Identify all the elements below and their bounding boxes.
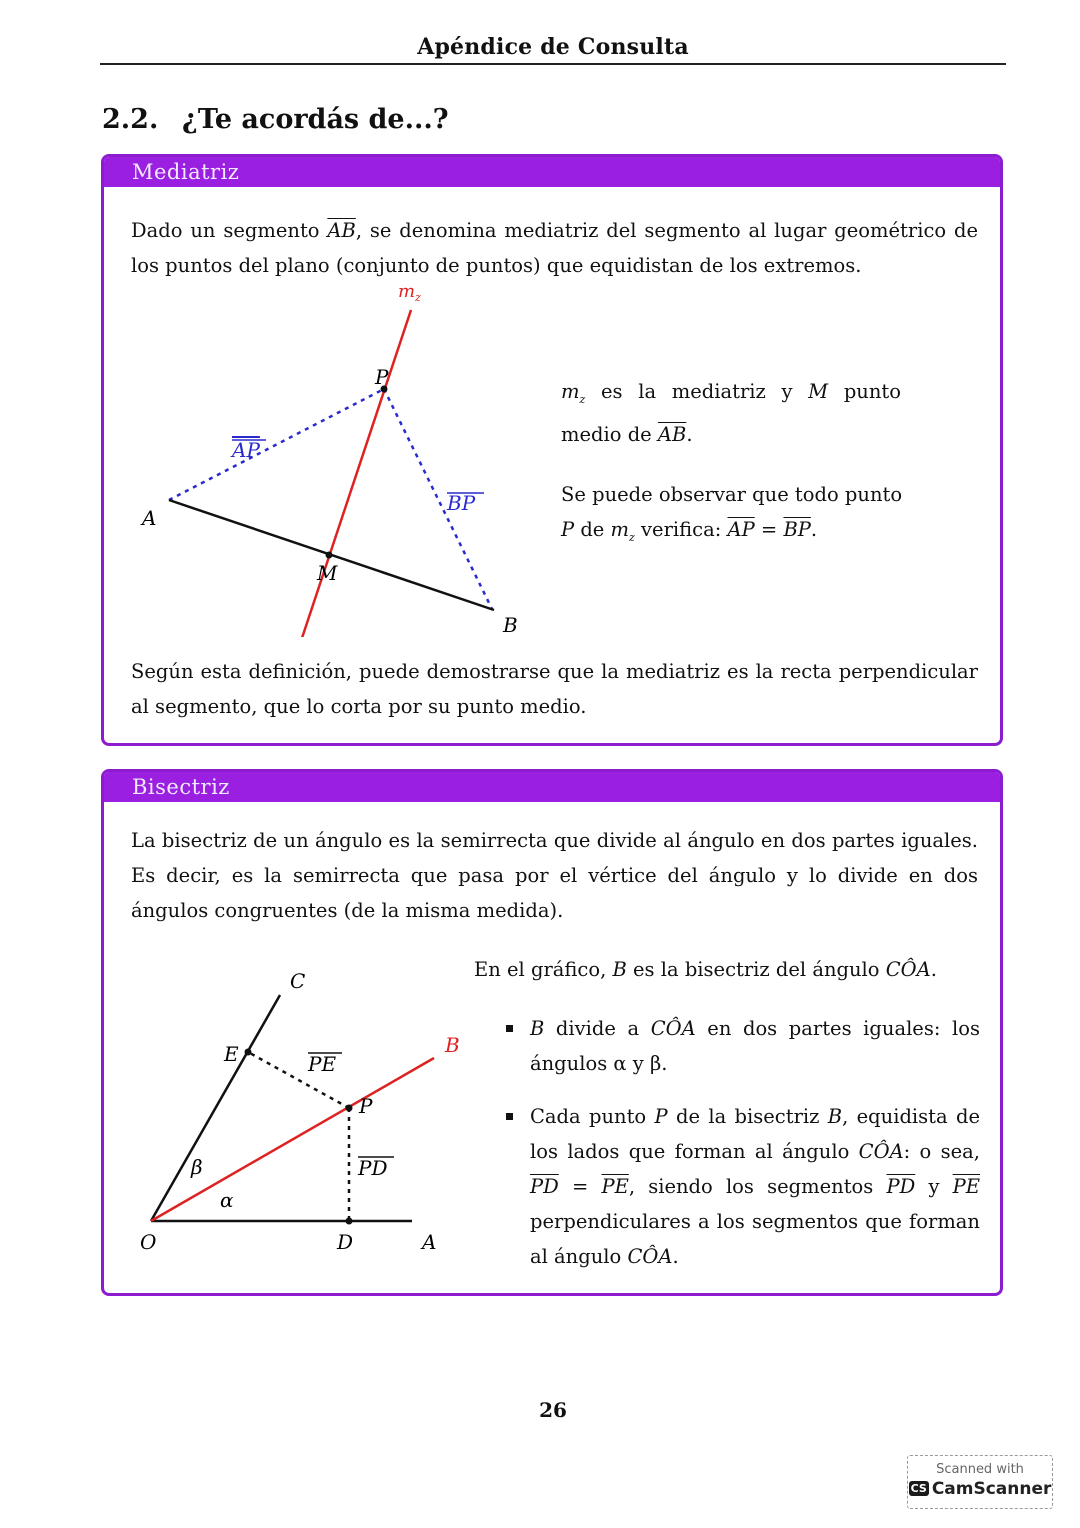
side1-text-b: punto medio de	[561, 380, 901, 446]
label-b2: B	[445, 1033, 460, 1057]
bisectriz-heading: Bisectriz	[104, 772, 1000, 802]
side1-text-a: es la mediatriz y	[585, 380, 809, 403]
label-beta: β	[191, 1155, 203, 1179]
label-p: P	[375, 365, 389, 389]
lead-text-c: es la bisectriz del ángulo	[626, 958, 886, 981]
b2-c: de la bisectriz	[667, 1105, 828, 1128]
bisectriz-figure	[124, 962, 494, 1262]
mediatriz-line	[302, 310, 411, 637]
label-e: E	[224, 1042, 239, 1066]
side2-text-a: Se puede observar que todo punto	[561, 483, 903, 506]
b2-o: perpendiculares a los segmentos que forman al ángulo	[530, 1210, 980, 1268]
label-pe: PE	[308, 1052, 337, 1076]
side2-ap: $\overline{AP}$	[727, 518, 755, 541]
point-e	[245, 1049, 252, 1056]
b2-angle2: CÔA	[627, 1245, 673, 1268]
bisectriz-intro: La bisectriz de un ángulo es la semirrecta que divide al ángulo en dos partes iguales. Es decir, es la semirrecta que pasa por el vértice del ángulo y lo divide en dos ángulos congruentes (de la misma medida).	[131, 829, 978, 922]
b2-pd1: $\overline{PD}$	[530, 1175, 559, 1198]
b2-pd2: $\overline{PD}$	[886, 1175, 916, 1198]
camscanner-logo-icon: CS	[910, 1482, 927, 1495]
camscanner-badge	[907, 1455, 1053, 1509]
label-d: D	[337, 1230, 354, 1254]
b2-p: P	[654, 1105, 668, 1128]
header-rule	[100, 63, 1006, 65]
bullet-item-1	[474, 1011, 980, 1081]
lead-b: B	[612, 958, 627, 981]
segment-ab: $\overline{AB}$	[327, 219, 356, 242]
scanner-caption: Scanned with	[936, 1462, 1024, 1477]
label-b: B	[503, 613, 518, 637]
mediatriz-closing: Según esta definición, puede demostrarse que la mediatriz es la recta perpendicular al segmento, que lo corta por su punto medio.	[131, 660, 978, 718]
side1-ab: $\overline{AB}$	[657, 422, 687, 446]
side2-dot: .	[810, 518, 818, 541]
b1-angle: CÔA	[650, 1017, 696, 1040]
lead-text-a: En el gráfico,	[474, 958, 613, 981]
label-o: O	[140, 1230, 157, 1254]
point-m	[326, 552, 333, 559]
b2-dot: .	[672, 1245, 679, 1268]
b2-a: Cada punto	[530, 1105, 655, 1128]
label-ap: AP	[232, 438, 260, 462]
b1-b: B	[530, 1017, 545, 1040]
mediatriz-intro	[131, 213, 978, 283]
b2-b: B	[827, 1105, 843, 1128]
lead-dot: .	[930, 958, 937, 981]
mediatriz-heading: Mediatriz	[104, 157, 1000, 187]
b2-eq: =	[558, 1175, 602, 1198]
label-m: M	[317, 561, 338, 585]
b2-angle1: CÔA	[858, 1140, 904, 1163]
mediatriz-intro-a: Dado un segmento	[131, 219, 328, 242]
section-title	[102, 104, 449, 135]
b2-e: , equidista de los lados que forman al ángulo	[530, 1105, 980, 1163]
side2-text-c: verifica:	[634, 518, 728, 541]
b1-text-d: en dos partes iguales: los ángulos α y β.	[530, 1017, 980, 1075]
section-number: 2.2.	[102, 104, 159, 135]
mediatriz-side-1	[561, 374, 901, 452]
segment-bp	[384, 389, 492, 609]
bullet-item-2	[474, 1099, 980, 1274]
side1-dot: .	[686, 422, 693, 446]
mz-sub: z	[579, 392, 586, 406]
side-oc	[151, 995, 280, 1221]
b2-k: , siendo los segmentos	[628, 1175, 887, 1198]
side2-eq: =	[754, 518, 784, 541]
mediatriz-box	[101, 154, 1003, 746]
point-p2	[346, 1105, 353, 1112]
scanner-name: CamScanner	[931, 1479, 1052, 1499]
m-symbol: M	[808, 380, 829, 403]
mediatriz-intro-b: , se denomina mediatriz del segmento al lugar geométrico de los puntos del plano (conjunto de puntos) que equidistan de los extremos.	[131, 219, 978, 277]
label-mz: $m_z$	[398, 281, 421, 304]
mediatriz-figure	[104, 277, 524, 637]
side2-bp: $\overline{BP}$	[783, 518, 811, 541]
bisector-line	[151, 1058, 434, 1221]
mz-symbol: m	[561, 380, 580, 403]
b2-pe1: $\overline{PE}$	[601, 1175, 629, 1198]
label-alpha: α	[220, 1188, 234, 1212]
scanner-brand	[908, 1479, 1052, 1499]
point-d	[346, 1218, 353, 1225]
label-a2: A	[422, 1230, 437, 1254]
label-bp: BP	[447, 491, 476, 515]
label-a: A	[142, 506, 157, 530]
lead-angle: CÔA	[885, 958, 931, 981]
bullet-list	[474, 1011, 980, 1274]
side2-text-b: de	[574, 518, 611, 541]
side2-mz-sub: z	[629, 530, 635, 544]
side2-mz: m	[610, 518, 630, 541]
section-heading: ¿Te acordás de...?	[182, 104, 449, 135]
label-pd: PD	[358, 1156, 388, 1180]
running-title: Apéndice de Consulta	[417, 34, 689, 60]
side2-p: P	[561, 518, 575, 541]
b1-text-b: divide a	[544, 1017, 651, 1040]
page-number: 26	[539, 1398, 567, 1422]
b2-g: : o sea,	[903, 1140, 980, 1163]
bisectriz-box	[101, 769, 1003, 1296]
bisectriz-bullets	[474, 1011, 980, 1292]
mediatriz-side-2	[561, 477, 921, 555]
b2-m: y	[915, 1175, 953, 1198]
segment-ap	[169, 389, 384, 500]
b2-pe2: $\overline{PE}$	[952, 1175, 980, 1198]
bisectriz-lead	[474, 952, 994, 987]
label-p2: P	[359, 1094, 373, 1118]
label-c: C	[290, 969, 306, 993]
